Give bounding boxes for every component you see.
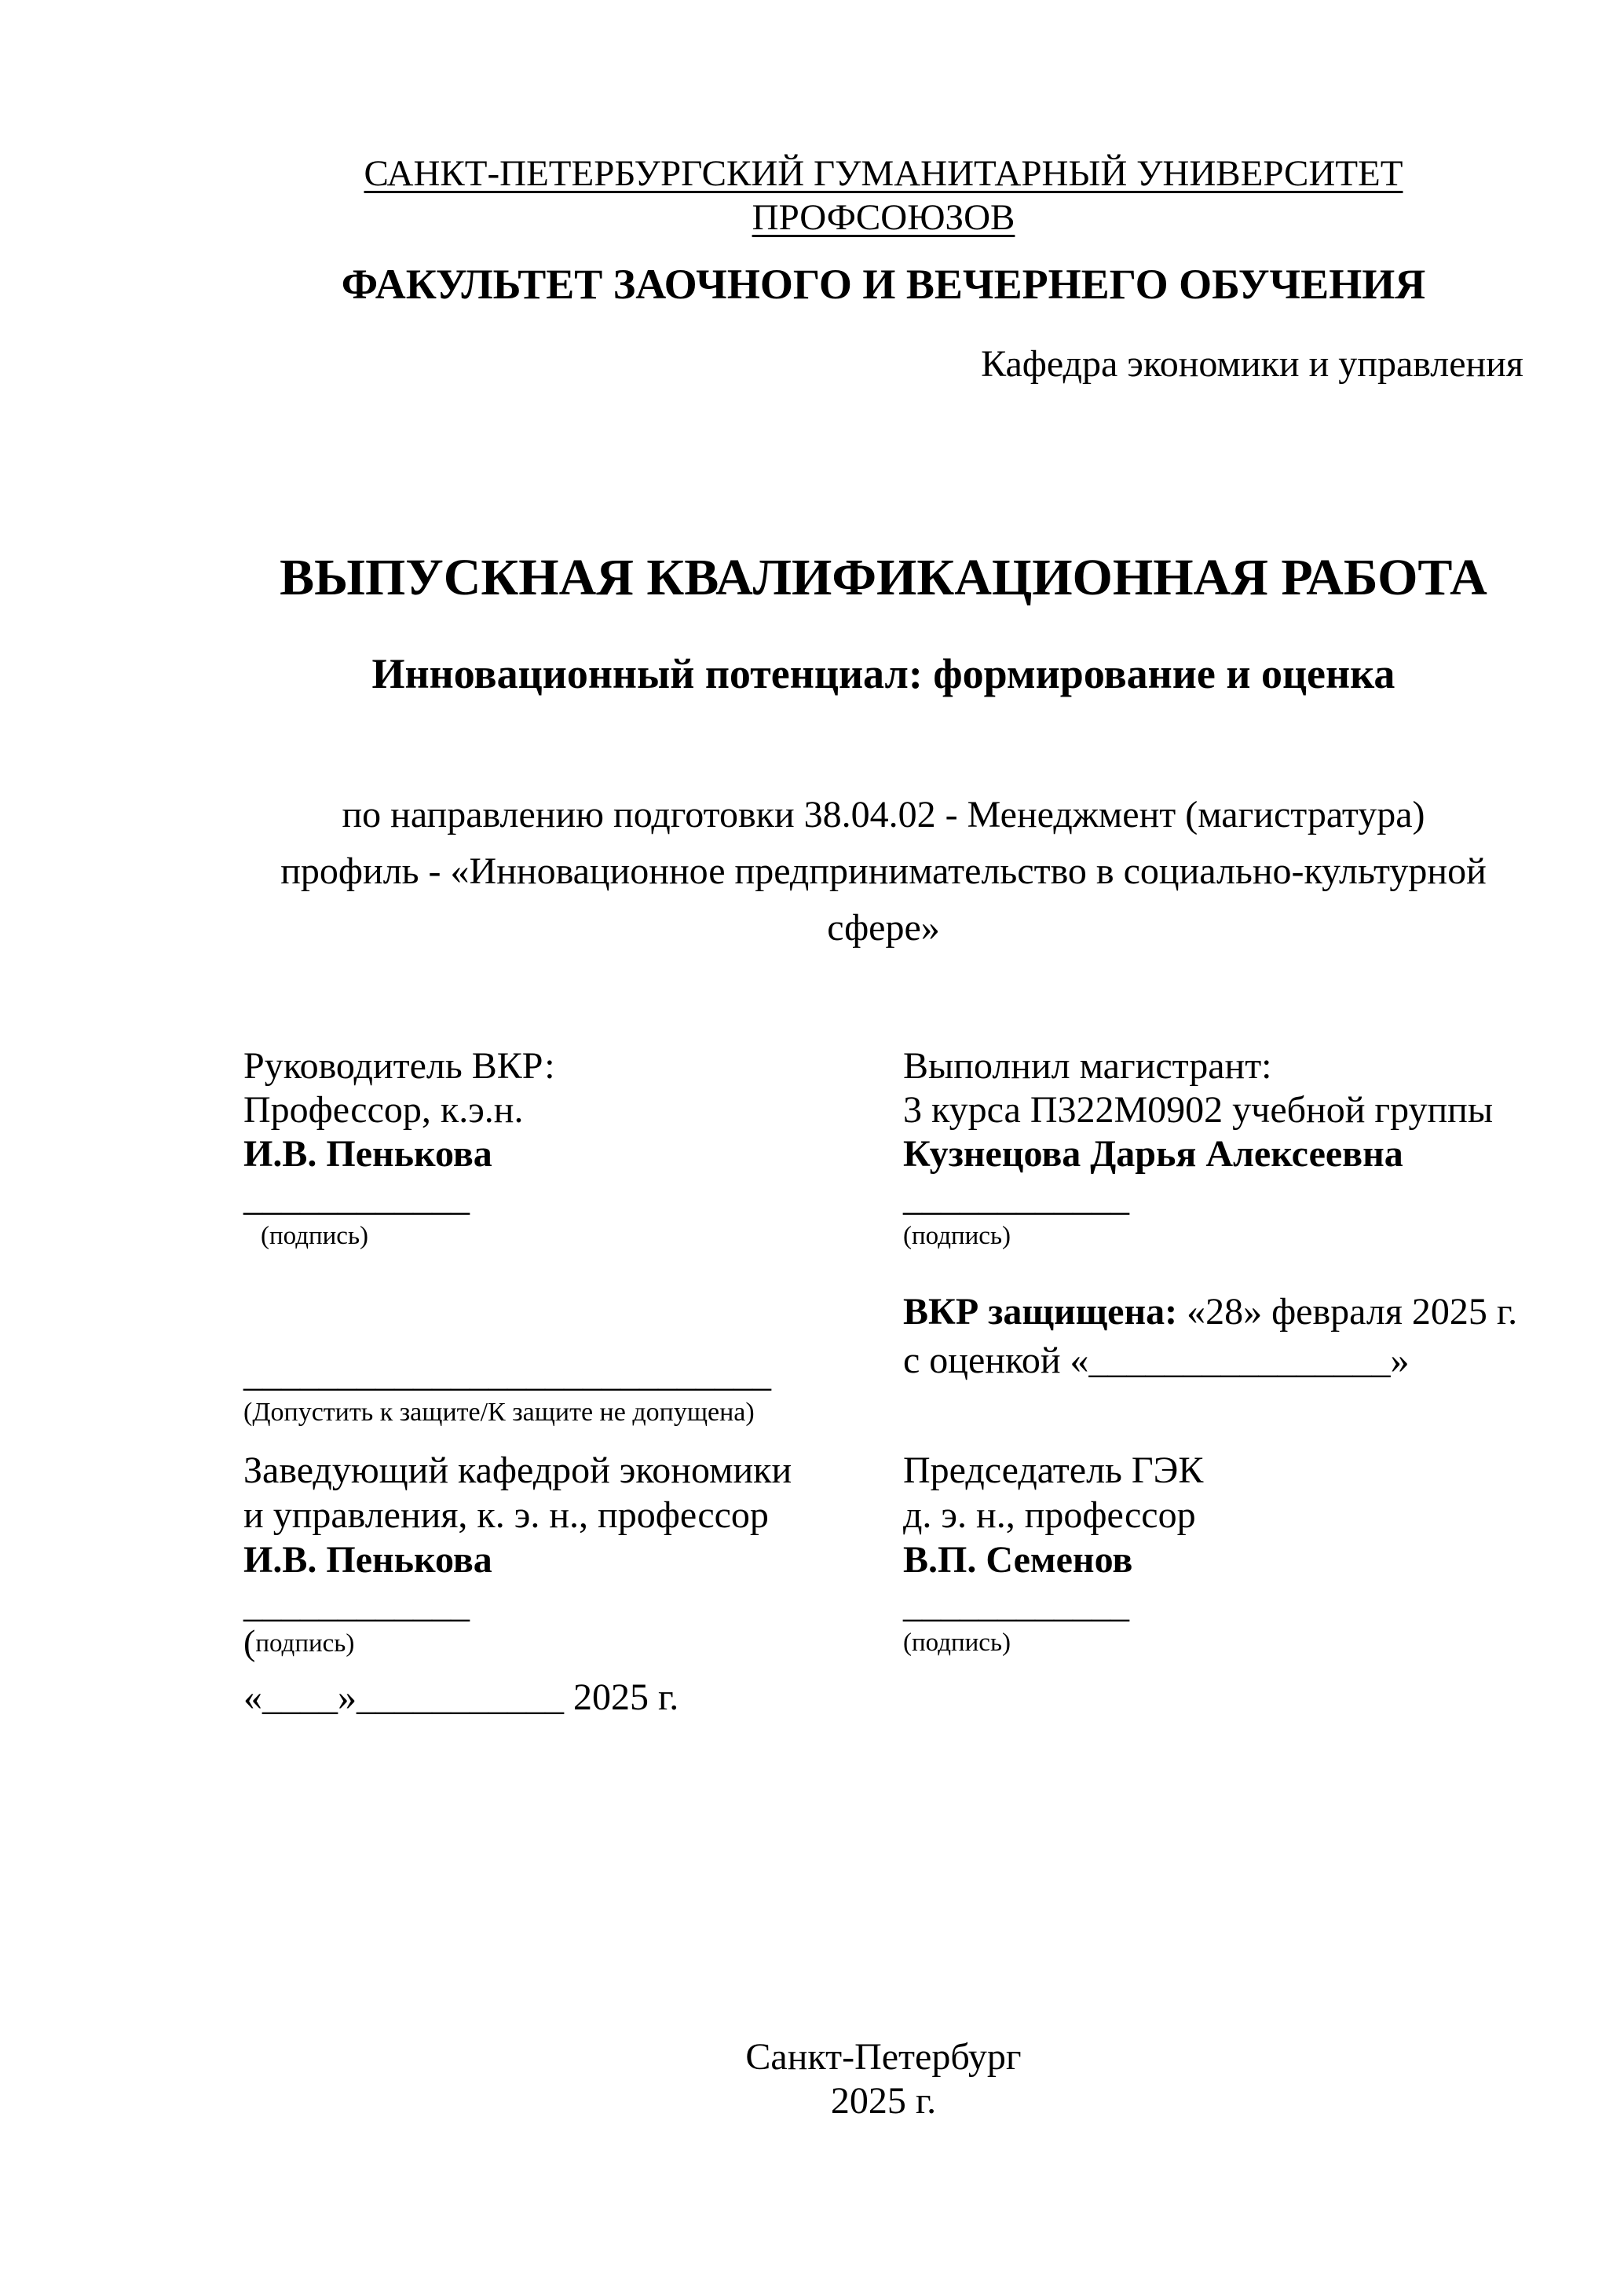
student-group: 3 курса П322М0902 учебной группы	[903, 1089, 1494, 1131]
student-name: Кузнецова Дарья Алексеевна	[903, 1133, 1403, 1175]
department-head-signature-line: ____________	[243, 1584, 470, 1625]
footer-year: 2025 г.	[830, 2080, 937, 2122]
supervisor-label: Руководитель ВКР:	[243, 1045, 555, 1087]
gec-chairman-block	[903, 1448, 1563, 1658]
department-head-date-line: «____»___________ 2025 г.	[243, 1676, 679, 1718]
admission-line: ____________________________	[243, 1353, 771, 1395]
department-head-block	[243, 1448, 887, 1720]
department-head-signature-caption	[243, 1622, 887, 1662]
gec-chairman-signature-caption: (подпись)	[903, 1629, 1011, 1657]
footer	[243, 2035, 1523, 2123]
gec-chairman-label-line2: д. э. н., профессор	[903, 1494, 1196, 1536]
supervisor-position: Профессор, к.э.н.	[243, 1089, 524, 1131]
defense-block	[903, 1288, 1563, 1385]
defense-date-line	[903, 1288, 1563, 1336]
footer-city: Санкт-Петербург	[745, 2036, 1022, 2078]
university-name	[243, 152, 1523, 239]
program-direction: по направлению подготовки 38.04.02 - Менеджмент (магистратура)	[342, 794, 1425, 835]
program-profile-line1: профиль - «Инновационное предпринимательство в социально-культурной	[280, 850, 1487, 892]
supervisor-name: И.В. Пенькова	[243, 1133, 492, 1175]
department-head-label-line2: и управления, к. э. н., профессор	[243, 1494, 769, 1536]
caption-open-paren: (	[243, 1622, 256, 1662]
work-topic: Инновационный потенциал: формирование и оценка	[371, 650, 1395, 697]
student-block	[903, 1044, 1563, 1385]
defense-date: «28» февраля 2025 г.	[1177, 1291, 1518, 1333]
supervisor-signature-caption: (подпись)	[261, 1222, 368, 1250]
faculty-name: ФАКУЛЬТЕТ ЗАОЧНОГО И ВЕЧЕРНЕГО ОБУЧЕНИЯ	[341, 261, 1426, 308]
gec-chairman-signature-line: ____________	[903, 1584, 1129, 1625]
defense-label: ВКР защищена:	[903, 1291, 1178, 1333]
department-name: Кафедра экономики и управления	[981, 343, 1523, 385]
university-name-text: САНКТ-ПЕТЕРБУРГСКИЙ ГУМАНИТАРНЫЙ УНИВЕРСИТЕТ ПРОФСОЮЗОВ	[364, 153, 1403, 238]
caption-text: подпись)	[255, 1629, 355, 1658]
program-profile-line2: сфере»	[827, 907, 940, 949]
student-signature-line: ____________	[903, 1177, 1129, 1219]
gec-chairman-label-line1: Председатель ГЭК	[903, 1450, 1204, 1491]
supervisor-signature-line: ____________	[243, 1177, 470, 1219]
defense-grade-line: с оценкой «________________»	[903, 1340, 1410, 1381]
supervisor-block	[243, 1044, 887, 1429]
gec-chairman-name: В.П. Семенов	[903, 1539, 1133, 1581]
department-head-label-line1: Заведующий кафедрой экономики	[243, 1450, 792, 1491]
student-signature-caption: (подпись)	[903, 1222, 1011, 1250]
work-type-title: ВЫПУСКНАЯ КВАЛИФИКАЦИОННАЯ РАБОТА	[280, 549, 1487, 606]
program-info	[243, 787, 1523, 956]
student-label: Выполнил магистрант:	[903, 1045, 1272, 1087]
department-head-name: И.В. Пенькова	[243, 1539, 492, 1581]
admission-caption: (Допустить к защите/К защите не допущена)	[243, 1398, 755, 1427]
